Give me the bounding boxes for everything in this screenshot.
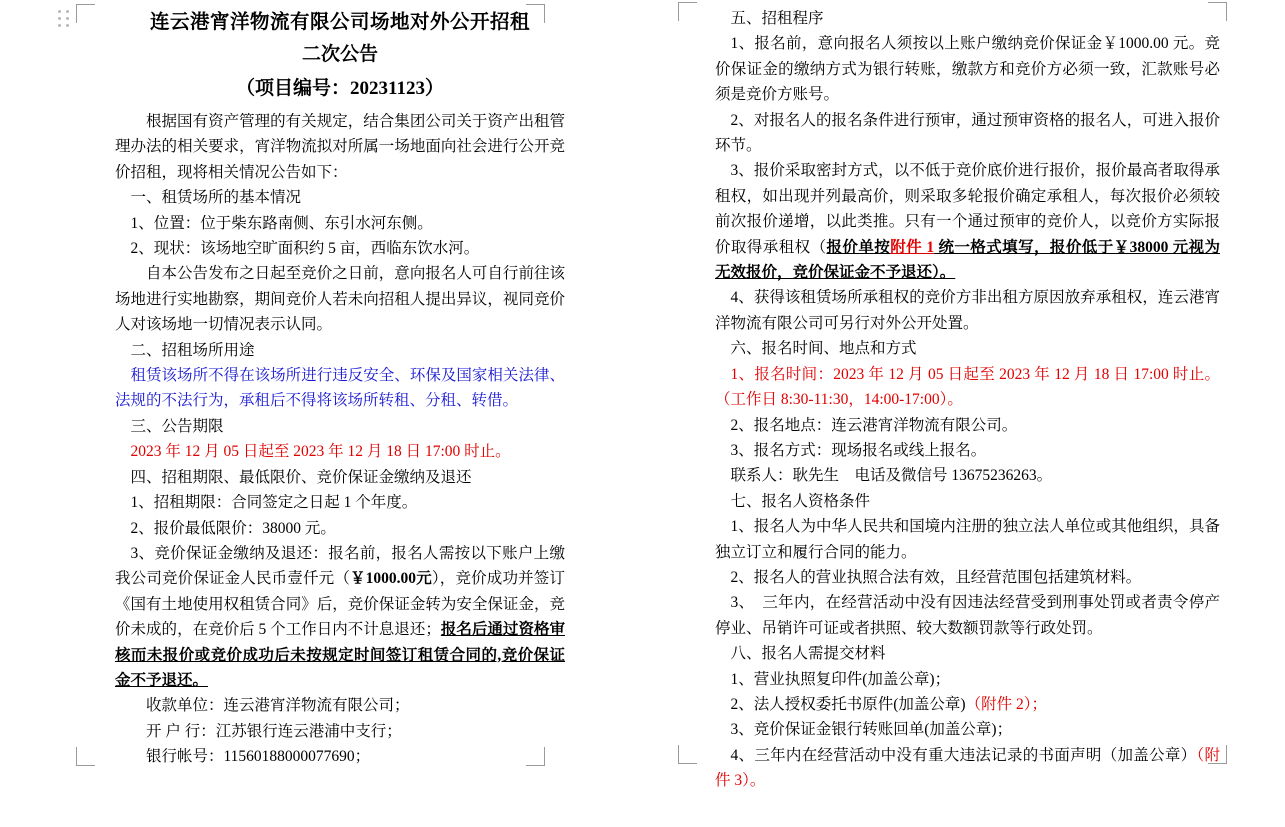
section-7-item-3: 3、 三年内，在经营活动中没有因违法经营受到刑事处罚或者责令停产停业、吊销许可证或者拱照、较大数额罚款等行政处罚。	[715, 594, 1220, 637]
document-title-line2: 二次公告	[301, 44, 378, 65]
section-1-item-2: 2、现状：该场地空旷面积约 5 亩，西临东饮水河。	[130, 240, 480, 258]
section-4-item-3-emphasis: 报名后通过资格审核而未报价或竞价成功后未按规定时间签订租赁合同的,竞价保证金不予退还。	[115, 621, 565, 689]
intro-paragraph: 根据国有资产管理的有关规定，结合集团公司关于资产出租管理办法的相关要求，宵洋物流拟对所属一场地面向社会进行公开竞价招租，现将相关情况公告如下：	[115, 113, 565, 181]
section-4-item-1: 1、招租期限：合同签定之日起 1 个年度。	[130, 494, 418, 512]
left-page-text	[115, 8, 565, 770]
section-8-item-1: 1、营业执照复印件(加盖公章)；	[730, 670, 951, 688]
section-6-item-3: 3、报名方式：现场报名或线上报名。	[730, 441, 987, 459]
section-1-item-1: 1、位置：位于柴东路南侧、东引水河东侧。	[130, 214, 433, 232]
section-8-item-4	[715, 743, 1220, 794]
section-8-item-2	[715, 692, 1220, 717]
section-8-heading: 八、报名人需提交材料	[730, 645, 886, 663]
section-4-item-3	[115, 541, 565, 693]
section-1-heading: 一、租赁场所的基本情况	[130, 189, 302, 207]
crop-mark-top-left-2	[678, 2, 697, 21]
section-4-item-3-part-b: ），竞价成功并签订《国有土地使用权租赁合同》后，竞价保证金转为安全保证金，竞价未成的，在竞价后 5 个工作日内不计息退还；	[115, 570, 565, 639]
payee-name-line: 收款单位：连云港宵洋物流有限公司；	[146, 697, 410, 715]
right-page-text	[715, 6, 1220, 794]
section-2-heading: 二、招租场所用途	[130, 341, 255, 359]
section-3-heading: 三、公告期限	[130, 417, 224, 435]
section-2-body: 租赁该场所不得在该场所进行违反安全、环保及国家相关法律、法规的不法行为，承租后不得将该场所转租、分租、转借。	[115, 367, 565, 410]
payee-bank-line: 开 户 行：江苏银行连云港浦中支行；	[146, 722, 402, 740]
attachment-3-reference: （附件 3）。	[715, 746, 1220, 790]
section-7-item-2: 2、报名人的营业执照合法有效，且经营范围包括建筑材料。	[730, 568, 1142, 586]
section-7-item-1: 1、报名人为中华人民共和国境内注册的独立法人单位或其他组织，具备独立订立和履行合同的能力。	[715, 518, 1220, 561]
project-number: （项目编号：20231123）	[236, 78, 444, 99]
section-5-heading: 五、招租程序	[730, 10, 824, 27]
section-5-item-3-emph-1: 报价单按	[826, 238, 891, 256]
section-5-item-1: 1、报名前，意向报名人须按以上账户缴纳竞价保证金￥1000.00 元。竞价保证金的缴纳方式为银行转账，缴款方和竞价方必须一致，汇款账号必须是竞价方账号。	[715, 35, 1220, 104]
document-title-line1: 连云港宵洋物流有限公司场地对外公开招租	[149, 12, 530, 33]
section-5-item-2: 2、对报名人的报名条件进行预审，通过预审资格的报名人，可进入报价环节。	[715, 111, 1220, 155]
section-5-item-3-emph-2: 统一格式填写，报价低于￥38000 元视为无效报价，竞价保证金不予退还）。	[715, 238, 1220, 282]
section-4-item-3-part-a: 3、竞价保证金缴纳及退还：报名前，报名人需按以下账户上缴我公司竞价保证金人民币壹仟元（	[115, 544, 565, 588]
section-4-item-2: 2、报价最低限价：38000 元。	[130, 519, 336, 537]
attachment-2-reference: （附件 2）；	[965, 695, 1047, 713]
contact-line: 联系人：耿先生 电话及微信号 13675236263。	[730, 467, 1053, 485]
section-4-heading: 四、招租期限、最低限价、竞价保证金缴纳及退还	[130, 468, 472, 486]
deposit-amount: ￥1000.00元	[350, 570, 432, 588]
section-6-heading: 六、报名时间、地点和方式	[730, 340, 917, 358]
payee-account-line: 银行帐号：11560188000077690；	[146, 748, 371, 766]
section-6-item-2: 2、报名地点：连云港宵洋物流有限公司。	[730, 416, 1018, 434]
section-8-item-3: 3、竞价保证金银行转账回单(加盖公章)；	[730, 721, 1013, 739]
crop-mark-bottom-left-2	[678, 745, 697, 764]
section-8-item-4-text: 4、三年内在经营活动中没有重大违法记录的书面声明（加盖公章）	[730, 746, 1197, 764]
document-page-left	[0, 0, 620, 827]
section-7-heading: 七、报名人资格条件	[730, 492, 871, 510]
section-6-item-1: 1、报名时间：2023 年 12 月 05 日起至 2023 年 12 月 18 日 17:00 时止。（工作日 8:30-11:30，14:00-17:00）。	[715, 365, 1220, 409]
crop-mark-bottom-left	[76, 747, 95, 766]
crop-mark-top-left	[76, 4, 95, 23]
section-3-period: 2023 年 12 月 05 日起至 2023 年 12 月 18 日 17:00 时止。	[130, 443, 511, 461]
section-5-item-3	[715, 158, 1220, 285]
section-5-item-4: 4、获得该租赁场所承租权的竞价方非出租方原因放弃承租权，连云港宵洋物流有限公司可另行对外公开处置。	[715, 289, 1220, 332]
document-page-right	[620, 0, 1285, 827]
section-8-item-2-text: 2、法人授权委托书原件(加盖公章)	[730, 695, 966, 713]
drag-handle-icon[interactable]	[58, 10, 72, 30]
section-1-note: 自本公告发布之日起至竞价之日前，意向报名人可自行前往该场地进行实地勘察，期间竞价人若未向招租人提出异议，视同竞价人对该场地一切情况表示认同。	[115, 265, 565, 334]
section-5-item-3-part-a: 3、报价采取密封方式，以不低于竞价底价进行报价，报价最高者取得承租权，如出现并列最高价，则采取多轮报价确定承租人，每次报价必须较前次报价递增，以此类推。只有一个通过预审的竞价人，以竞价方实际报价取得承租权（	[715, 162, 1220, 256]
attachment-1-reference: 附件 1	[890, 238, 935, 256]
